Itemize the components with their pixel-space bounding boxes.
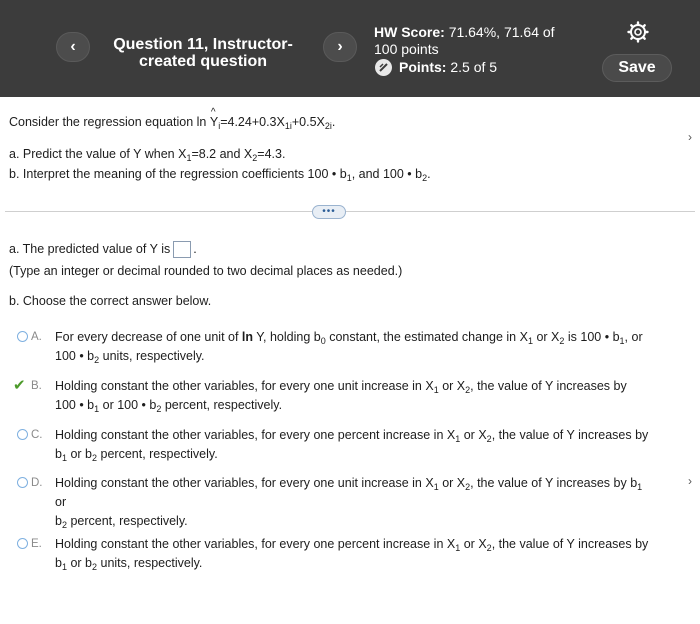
side-chevron-icon: › xyxy=(688,130,692,144)
sub: 2 xyxy=(92,562,98,572)
b-prefix: b. Interpret the meaning of the regression coefficients 100 • b xyxy=(9,167,347,181)
choice-text: units, respectively. xyxy=(100,556,203,570)
choice-text: , the value of Y increases by xyxy=(491,537,649,551)
choice-letter: D. xyxy=(31,477,43,489)
choice-letter: A. xyxy=(31,331,42,343)
sub: 2 xyxy=(465,482,471,492)
part-b-prompt xyxy=(9,164,679,184)
answer-section xyxy=(9,240,689,309)
hw-score-label: HW Score: xyxy=(374,24,445,40)
choice-text: percent, respectively. xyxy=(164,398,283,412)
settings-button[interactable] xyxy=(621,18,655,46)
stem-eq: =4.24+0.3X xyxy=(220,115,285,129)
part-a-end: . xyxy=(193,242,197,256)
choice-text: or X xyxy=(463,428,487,442)
sub: 2 xyxy=(61,520,67,530)
choice-text: b xyxy=(55,514,62,528)
choice-text: or X xyxy=(536,330,560,344)
sub: 1 xyxy=(455,543,461,553)
choice-letter: C. xyxy=(31,429,43,441)
choice-text: , or xyxy=(624,330,643,344)
choice-text: or X xyxy=(442,476,466,490)
sub: 1 xyxy=(455,434,461,444)
choice-text: or 100 • b xyxy=(102,398,157,412)
b-mid: , and 100 • b xyxy=(351,167,423,181)
choice-a-text xyxy=(55,328,655,366)
choice-c-line2 xyxy=(55,445,655,464)
choice-text: is 100 • b xyxy=(567,330,620,344)
choice-text: 100 • b xyxy=(55,398,95,412)
choice-text: For every decrease of one unit of xyxy=(55,330,239,344)
checkmark-icon: ✔ xyxy=(13,377,26,394)
radio-a[interactable] xyxy=(17,331,28,342)
part-a-prompt xyxy=(9,144,679,164)
choice-c-text xyxy=(55,426,655,464)
header-bar xyxy=(0,0,700,97)
b-end: . xyxy=(427,167,431,181)
sub: 0 xyxy=(320,336,326,346)
question-title-line2: created question xyxy=(138,53,268,70)
question-title-line1: Question 11, Instructor- xyxy=(113,36,293,53)
sub: 1 xyxy=(619,336,625,346)
a-sub1: 1 xyxy=(186,153,192,163)
hw-score-value: 71.64%, 71.64 of xyxy=(448,24,555,40)
gear-icon xyxy=(627,21,649,43)
y-sub: i xyxy=(218,121,221,131)
a-prefix: a. Predict the value of Y when X xyxy=(9,147,187,161)
expand-more-button[interactable]: ••• xyxy=(312,205,346,219)
choice-text: , the value of Y increases by xyxy=(491,428,649,442)
sub: 1 xyxy=(61,562,67,572)
sub: 1 xyxy=(94,404,100,414)
next-question-button[interactable] xyxy=(323,32,357,62)
choice-text: 100 • b xyxy=(55,349,95,363)
hw-score xyxy=(374,24,574,76)
predicted-value-input[interactable] xyxy=(173,241,191,258)
partial-credit-icon xyxy=(375,59,392,76)
stem-prefix: Consider the regression equation ln xyxy=(9,115,207,129)
side-chevron-icon: › xyxy=(688,474,692,488)
radio-e[interactable] xyxy=(17,538,28,549)
choice-text: Holding constant the other variables, for every one unit increase in X xyxy=(55,476,434,490)
choice-d-text xyxy=(55,474,655,531)
choice-text: b xyxy=(55,556,62,570)
b-sub2: 2 xyxy=(422,173,428,183)
sub: 1 xyxy=(433,482,439,492)
choice-text: percent, respectively. xyxy=(70,514,188,528)
choice-letter: E. xyxy=(31,538,42,550)
points-value: 2.5 of 5 xyxy=(450,59,498,75)
sub: 2 xyxy=(486,543,492,553)
sub: 2 xyxy=(559,336,565,346)
chevron-left-icon: ‹ xyxy=(70,38,76,55)
save-button[interactable]: Save xyxy=(602,54,672,82)
x1-sub: 1i xyxy=(284,121,292,131)
choice-b-text xyxy=(55,377,655,415)
sub: 1 xyxy=(433,385,439,395)
sub: 2 xyxy=(486,434,492,444)
previous-question-button[interactable] xyxy=(56,32,90,62)
choice-text: units, respectively. xyxy=(102,349,205,363)
x2-sub: 2i xyxy=(324,121,332,131)
a-end: =4.3. xyxy=(257,147,286,161)
choice-text: or b xyxy=(70,556,92,570)
choice-text: Y, holding b xyxy=(256,330,321,344)
choice-text: constant, the estimated change in X xyxy=(329,330,528,344)
choice-text: , the value of Y increases by b xyxy=(470,476,638,490)
sub: 1 xyxy=(637,482,643,492)
sub: 2 xyxy=(94,355,100,365)
choice-text: Holding constant the other variables, for every one unit increase in X xyxy=(55,379,434,393)
b-sub1: 1 xyxy=(346,173,352,183)
choice-letter: B. xyxy=(31,380,42,392)
part-a-answer xyxy=(9,240,689,258)
points-row xyxy=(374,59,574,76)
radio-c[interactable] xyxy=(17,429,28,440)
hw-points-line: 100 points xyxy=(374,41,439,57)
choice-text: Holding constant the other variables, for every one percent increase in X xyxy=(55,428,456,442)
radio-d[interactable] xyxy=(17,477,28,488)
choice-text: b xyxy=(55,447,62,461)
sub: 2 xyxy=(465,385,471,395)
part-b-label: b. Choose the correct answer below. xyxy=(9,294,212,308)
choice-d-line2 xyxy=(55,512,655,531)
choice-text: , the value of Y increases by xyxy=(470,379,627,393)
choice-e-text xyxy=(55,535,655,573)
choice-b-line2 xyxy=(55,396,655,415)
question-stem xyxy=(9,113,679,184)
part-a-label: a. The predicted value of Y is xyxy=(9,242,171,256)
choice-text: Holding constant the other variables, for every one percent increase in X xyxy=(55,537,456,551)
stem-plus: +0.5X xyxy=(291,115,325,129)
section-divider xyxy=(5,211,695,212)
y-hat-symbol: ^ Y xyxy=(210,113,218,131)
choice-e-line2 xyxy=(55,554,655,573)
question-equation xyxy=(9,113,679,131)
rounding-hint: (Type an integer or decimal rounded to two decimal places as needed.) xyxy=(9,264,403,278)
choice-text: percent, respectively. xyxy=(100,447,218,461)
choice-text: or X xyxy=(442,379,466,393)
sub: 1 xyxy=(527,336,533,346)
sub: 2 xyxy=(92,453,98,463)
a-mid: =8.2 and X xyxy=(191,147,253,161)
choice-a-line2 xyxy=(55,347,655,366)
sub: 1 xyxy=(61,453,67,463)
a-sub2: 2 xyxy=(252,153,258,163)
points-label: Points: xyxy=(399,59,447,75)
choice-text: or X xyxy=(463,537,487,551)
sub: 2 xyxy=(156,404,162,414)
question-title xyxy=(103,36,303,70)
choice-text: or b xyxy=(70,447,92,461)
chevron-right-icon: › xyxy=(337,38,343,55)
choice-text-bold: ln xyxy=(241,330,254,344)
choice-text: or xyxy=(55,495,67,509)
stem-end: . xyxy=(331,115,336,129)
